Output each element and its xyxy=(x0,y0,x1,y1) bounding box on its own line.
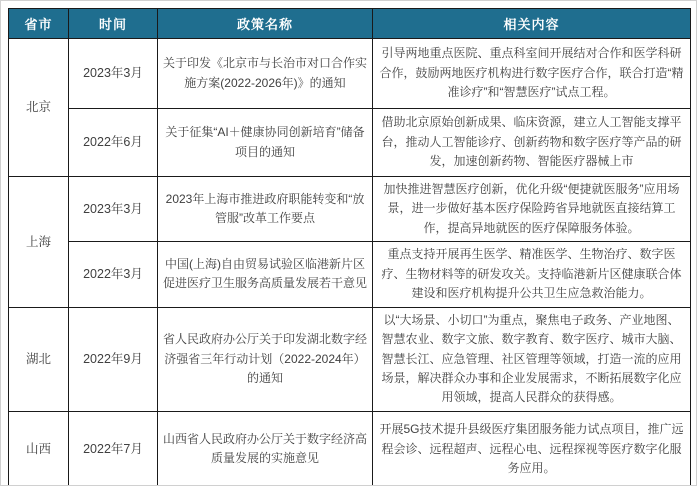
table-row xyxy=(9,39,691,109)
time-cell: 2023年3月 xyxy=(69,39,158,109)
time-cell: 2022年9月 xyxy=(69,307,158,411)
content-cell: 重点支持开展再生医学、精准医学、生物治疗、数字医疗、生物材料等的研发攻关。支持临港新片区健康联合体建设和医疗机构提升公共卫生应急救治能力。 xyxy=(373,242,691,307)
content-cell: 引导两地重点医院、重点科室间开展结对合作和医学科研合作，鼓励两地医疗机构进行数字医疗合作，联合打造“精准诊疗”和“智慧医疗”试点工程。 xyxy=(373,39,691,109)
policy-cell: 山西省人民政府办公厅关于数字经济高质量发展的实施意见 xyxy=(158,411,373,486)
time-cell: 2022年6月 xyxy=(69,109,158,177)
policy-cell: 中国(上海)自由贸易试验区临港新片区促进医疗卫生服务高质量发展若干意见 xyxy=(158,242,373,307)
time-cell: 2022年3月 xyxy=(69,242,158,307)
policy-table xyxy=(8,8,691,486)
province-cell-beijing: 北京 xyxy=(9,39,69,177)
table-row xyxy=(9,411,691,486)
table-row xyxy=(9,109,691,177)
province-cell-shanghai: 上海 xyxy=(9,177,69,308)
policy-cell: 2023年上海市推进政府职能转变和“放管服”改革工作要点 xyxy=(158,177,373,242)
header-related-content: 相关内容 xyxy=(373,9,691,39)
table-row xyxy=(9,242,691,307)
header-time: 时间 xyxy=(69,9,158,39)
time-cell: 2023年3月 xyxy=(69,177,158,242)
table-row xyxy=(9,307,691,411)
content-cell: 加快推进智慧医疗创新，优化升级“便捷就医服务”应用场景，进一步做好基本医疗保险跨省异地就医直接结算工作，提高异地就医的医疗保障服务体验。 xyxy=(373,177,691,242)
policy-cell: 省人民政府办公厅关于印发湖北数字经济强省三年行动计划（2022-2024年）的通知 xyxy=(158,307,373,411)
province-cell-shanxi: 山西 xyxy=(9,411,69,486)
content-cell: 开展5G技术提升县级医疗集团服务能力试点项目，推广远程会诊、远程超声、远程心电、远程探视等医疗数字化服务应用。 xyxy=(373,411,691,486)
table-row xyxy=(9,177,691,242)
header-province: 省市 xyxy=(9,9,69,39)
content-cell: 以“大场景、小切口”为重点，聚焦电子政务、产业地图、智慧农业、数字文旅、数字教育、数字医疗、城市大脑、智慧长江、应急管理、社区管理等领域，打造一流的应用场景，解决群众办事和企业发展需求，不断拓展数字化应用领域，提高人民群众的获得感。 xyxy=(373,307,691,411)
policy-cell: 关于印发《北京市与长治市对口合作实施方案(2022-2026年)》的通知 xyxy=(158,39,373,109)
time-cell: 2022年7月 xyxy=(69,411,158,486)
content-cell: 借助北京原始创新成果、临床资源，建立人工智能支撑平台，推动人工智能诊疗、创新药物和数字医疗等产品的研发，加速创新药物、智能医疗器械上市 xyxy=(373,109,691,177)
header-policy-name: 政策名称 xyxy=(158,9,373,39)
province-cell-hubei: 湖北 xyxy=(9,307,69,411)
header-row xyxy=(9,9,691,39)
policy-cell: 关于征集“AI＋健康协同创新培育”储备项目的通知 xyxy=(158,109,373,177)
